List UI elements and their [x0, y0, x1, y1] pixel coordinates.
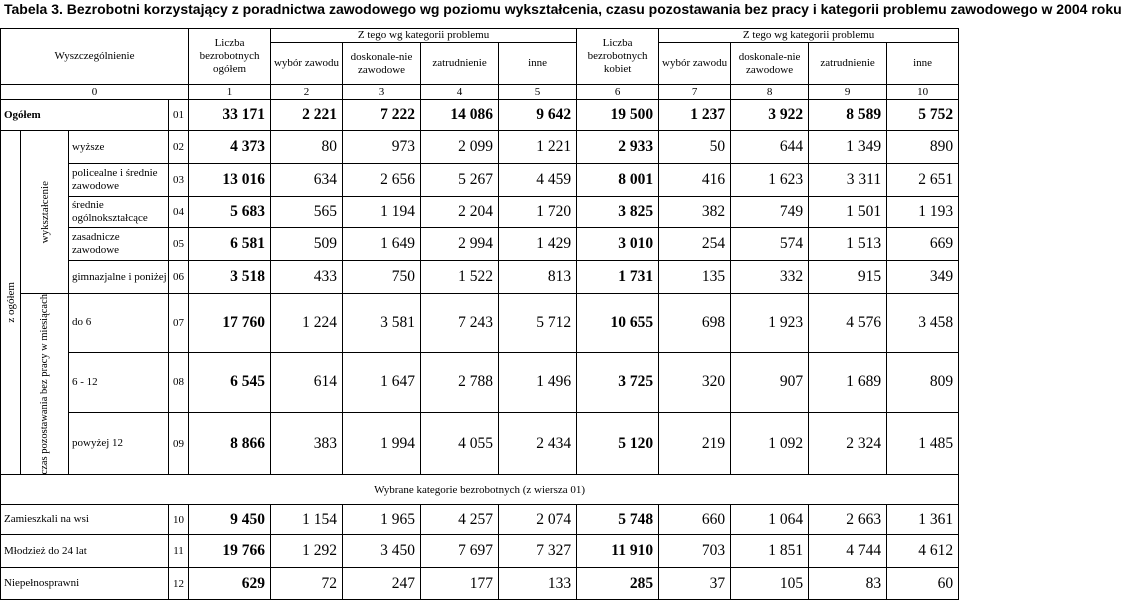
cell: 7 243	[421, 294, 499, 353]
cell: 5 748	[577, 505, 659, 535]
cell: 1 647	[343, 352, 421, 412]
row-label: Młodzież do 24 lat	[1, 535, 169, 568]
cell: 703	[659, 535, 731, 568]
cell: 80	[271, 131, 343, 164]
cell: 1 522	[421, 261, 499, 294]
table-row	[1, 294, 959, 353]
cell: 2 434	[499, 413, 577, 475]
row-number: 02	[169, 131, 189, 164]
cell: 749	[731, 197, 809, 228]
table-row	[1, 535, 959, 568]
row-label: Ogółem	[1, 100, 169, 131]
colnum-0: 0	[1, 85, 189, 100]
row-number: 01	[169, 100, 189, 131]
colnum-8: 8	[731, 85, 809, 100]
cell: 698	[659, 294, 731, 353]
cell: 19 766	[189, 535, 271, 568]
cell: 13 016	[189, 164, 271, 197]
row-label: wyższe	[69, 131, 169, 164]
cell: 1 349	[809, 131, 887, 164]
row-number: 04	[169, 197, 189, 228]
cell: 320	[659, 352, 731, 412]
cell: 247	[343, 568, 421, 600]
row-number: 11	[169, 535, 189, 568]
cell: 2 656	[343, 164, 421, 197]
row-number: 05	[169, 228, 189, 261]
group-czas	[21, 294, 69, 475]
cell: 17 760	[189, 294, 271, 353]
cell: 285	[577, 568, 659, 600]
cell: 5 712	[499, 294, 577, 353]
cell: 1 623	[731, 164, 809, 197]
cell: 3 450	[343, 535, 421, 568]
cell: 1 485	[887, 413, 959, 475]
cell: 509	[271, 228, 343, 261]
cell: 9 450	[189, 505, 271, 535]
cell: 135	[659, 261, 731, 294]
row-number: 12	[169, 568, 189, 600]
cell: 3 825	[577, 197, 659, 228]
cell: 2 651	[887, 164, 959, 197]
cell: 1 224	[271, 294, 343, 353]
row-number: 06	[169, 261, 189, 294]
row-label: gimnazjalne i poniżej	[69, 261, 169, 294]
cell: 1 092	[731, 413, 809, 475]
row-number: 03	[169, 164, 189, 197]
row-label: 6 - 12	[69, 352, 169, 412]
cell: 1 689	[809, 352, 887, 412]
cell: 3 518	[189, 261, 271, 294]
cell: 9 642	[499, 100, 577, 131]
cell: 10 655	[577, 294, 659, 353]
cell: 644	[731, 131, 809, 164]
table-row	[1, 505, 959, 535]
header-women-cat4: inne	[887, 43, 959, 85]
header-cat2: doskonale-nie zawodowe	[343, 43, 421, 85]
row-label: powyżej 12	[69, 413, 169, 475]
cell: 60	[887, 568, 959, 600]
cell: 2 788	[421, 352, 499, 412]
cell: 332	[731, 261, 809, 294]
colnum-5: 5	[499, 85, 577, 100]
cell: 1 731	[577, 261, 659, 294]
table-row	[1, 164, 959, 197]
cell: 11 910	[577, 535, 659, 568]
table-row	[1, 228, 959, 261]
colnum-4: 4	[421, 85, 499, 100]
cell: 6 581	[189, 228, 271, 261]
cell: 4 257	[421, 505, 499, 535]
cell: 382	[659, 197, 731, 228]
header-cat3: zatrudnienie	[421, 43, 499, 85]
cell: 1 361	[887, 505, 959, 535]
cell: 4 744	[809, 535, 887, 568]
cell: 105	[731, 568, 809, 600]
cell: 907	[731, 352, 809, 412]
cell: 7 697	[421, 535, 499, 568]
cell: 629	[189, 568, 271, 600]
cell: 1 851	[731, 535, 809, 568]
cell: 809	[887, 352, 959, 412]
colnum-9: 9	[809, 85, 887, 100]
cell: 383	[271, 413, 343, 475]
table-row	[1, 413, 959, 475]
cell: 4 373	[189, 131, 271, 164]
colnum-6: 6	[577, 85, 659, 100]
row-number: 10	[169, 505, 189, 535]
header-women-cat2: doskonale-nie zawodowe	[731, 43, 809, 85]
cell: 574	[731, 228, 809, 261]
cell: 669	[887, 228, 959, 261]
cell: 6 545	[189, 352, 271, 412]
cell: 33 171	[189, 100, 271, 131]
cell: 1 193	[887, 197, 959, 228]
cell: 2 994	[421, 228, 499, 261]
table-row	[1, 100, 959, 131]
header-cat4: inne	[499, 43, 577, 85]
cell: 915	[809, 261, 887, 294]
cell: 4 459	[499, 164, 577, 197]
cell: 3 010	[577, 228, 659, 261]
cell: 813	[499, 261, 577, 294]
header-women: Liczba bezrobotnych kobiet	[577, 29, 659, 85]
colnum-3: 3	[343, 85, 421, 100]
cell: 2 074	[499, 505, 577, 535]
table-row	[1, 197, 959, 228]
cell: 5 267	[421, 164, 499, 197]
cell: 133	[499, 568, 577, 600]
cell: 2 221	[271, 100, 343, 131]
colnum-2: 2	[271, 85, 343, 100]
row-number: 09	[169, 413, 189, 475]
row-label: średnie ogólnokształcące	[69, 197, 169, 228]
row-label: Zamieszkali na wsi	[1, 505, 169, 535]
cell: 750	[343, 261, 421, 294]
cell: 1 923	[731, 294, 809, 353]
cell: 1 720	[499, 197, 577, 228]
table-row	[1, 568, 959, 600]
cell: 2 663	[809, 505, 887, 535]
cell: 5 120	[577, 413, 659, 475]
cell: 890	[887, 131, 959, 164]
cell: 3 311	[809, 164, 887, 197]
cell: 1 649	[343, 228, 421, 261]
cell: 1 501	[809, 197, 887, 228]
cell: 614	[271, 352, 343, 412]
header-group-1: Z tego wg kategorii problemu	[271, 29, 577, 43]
cell: 254	[659, 228, 731, 261]
cell: 8 589	[809, 100, 887, 131]
cell: 5 683	[189, 197, 271, 228]
cell: 8 001	[577, 164, 659, 197]
row-label: do 6	[69, 294, 169, 353]
cell: 7 327	[499, 535, 577, 568]
cell: 177	[421, 568, 499, 600]
cell: 565	[271, 197, 343, 228]
row-label: Niepełnosprawni	[1, 568, 169, 600]
cell: 634	[271, 164, 343, 197]
cell: 973	[343, 131, 421, 164]
cell: 2 204	[421, 197, 499, 228]
colnum-7: 7	[659, 85, 731, 100]
header-group-2: Z tego wg kategorii problemu	[659, 29, 959, 43]
cell: 1 513	[809, 228, 887, 261]
group-label-wyksztalcenie: wykształcenie	[38, 180, 51, 244]
cell: 1 237	[659, 100, 731, 131]
cell: 5 752	[887, 100, 959, 131]
table-row	[1, 261, 959, 294]
header-spec: Wyszczególnienie	[1, 29, 189, 85]
data-table	[0, 28, 959, 600]
group-label-z-ogolem: z ogółem	[4, 282, 17, 324]
header-women-cat1: wybór zawodu	[659, 43, 731, 85]
table-row	[1, 352, 959, 412]
cell: 1 292	[271, 535, 343, 568]
cell: 433	[271, 261, 343, 294]
group-z-ogolem	[1, 131, 21, 475]
cell: 37	[659, 568, 731, 600]
cell: 1 994	[343, 413, 421, 475]
cell: 3 581	[343, 294, 421, 353]
cell: 416	[659, 164, 731, 197]
cell: 4 055	[421, 413, 499, 475]
cell: 2 324	[809, 413, 887, 475]
table-title: Tabela 3. Bezrobotni korzystający z poradnictwa zawodowego wg poziomu wykształcenia, czasu pozostawania bez pracy i kategorii problemu zawodowego w 2004 roku	[4, 1, 1122, 17]
cell: 349	[887, 261, 959, 294]
row-number: 07	[169, 294, 189, 353]
cell: 4 612	[887, 535, 959, 568]
cell: 72	[271, 568, 343, 600]
row-label: policealne i średnie zawodowe	[69, 164, 169, 197]
colnum-10: 10	[887, 85, 959, 100]
cell: 14 086	[421, 100, 499, 131]
cell: 1 194	[343, 197, 421, 228]
cell: 19 500	[577, 100, 659, 131]
cell: 3 458	[887, 294, 959, 353]
cell: 2 933	[577, 131, 659, 164]
cell: 1 965	[343, 505, 421, 535]
cell: 2 099	[421, 131, 499, 164]
header-total: Liczba bezrobotnych ogółem	[189, 29, 271, 85]
row-number: 08	[169, 352, 189, 412]
cell: 83	[809, 568, 887, 600]
cell: 1 496	[499, 352, 577, 412]
cell: 1 064	[731, 505, 809, 535]
row-label: zasadnicze zawodowe	[69, 228, 169, 261]
cell: 219	[659, 413, 731, 475]
group-label-czas: czas pozostawania bez pracy w miesiącach	[38, 294, 50, 475]
cell: 8 866	[189, 413, 271, 475]
cell: 1 429	[499, 228, 577, 261]
cell: 660	[659, 505, 731, 535]
cell: 3 725	[577, 352, 659, 412]
cell: 1 221	[499, 131, 577, 164]
cell: 3 922	[731, 100, 809, 131]
cell: 7 222	[343, 100, 421, 131]
cell: 1 154	[271, 505, 343, 535]
header-cat1: wybór zawodu	[271, 43, 343, 85]
section-separator: Wybrane kategorie bezrobotnych (z wiersza 01)	[1, 475, 959, 505]
header-women-cat3: zatrudnienie	[809, 43, 887, 85]
group-wyksztalcenie	[21, 131, 69, 294]
cell: 50	[659, 131, 731, 164]
table-row	[1, 131, 959, 164]
cell: 4 576	[809, 294, 887, 353]
colnum-1: 1	[189, 85, 271, 100]
